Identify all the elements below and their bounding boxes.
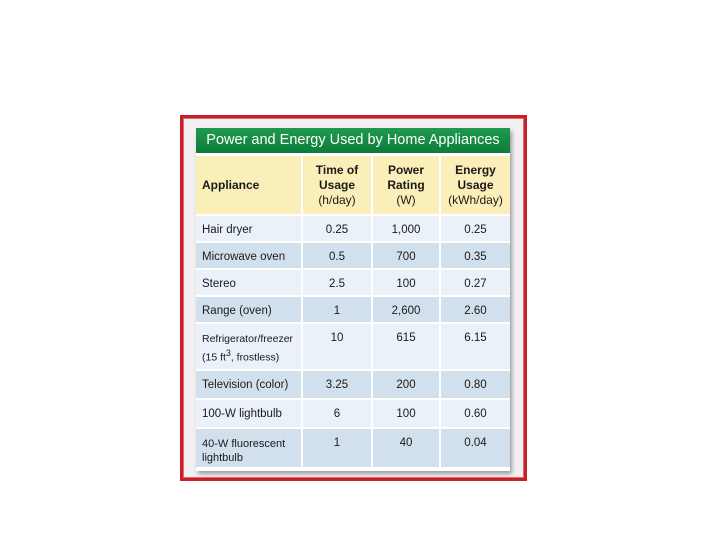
cell-time: 10 — [302, 323, 372, 370]
cell-power: 40 — [372, 428, 440, 467]
header-power-line1: Power — [387, 162, 424, 177]
cell-time: 1 — [302, 428, 372, 467]
cell-energy: 0.80 — [440, 370, 510, 399]
cell-energy: 0.60 — [440, 399, 510, 428]
table-row — [196, 215, 510, 242]
cell-time: 6 — [302, 399, 372, 428]
header-time — [302, 156, 372, 215]
cell-appliance: Television (color) — [196, 370, 302, 399]
cell-appliance: Range (oven) — [196, 296, 302, 323]
table-row — [196, 269, 510, 296]
table-row — [196, 399, 510, 428]
table-row — [196, 242, 510, 269]
cell-appliance-name: Refrigerator/freezer — [202, 333, 294, 345]
cell-energy: 6.15 — [440, 323, 510, 370]
cell-appliance: 100-W lightbulb — [196, 399, 302, 428]
cell-power: 100 — [372, 399, 440, 428]
cell-energy: 0.35 — [440, 242, 510, 269]
cell-energy: 0.25 — [440, 215, 510, 242]
cell-time: 2.5 — [302, 269, 372, 296]
cell-appliance-note-sup: 3 — [225, 348, 231, 358]
figure-frame — [180, 115, 527, 481]
table-row — [196, 323, 510, 370]
header-power-unit: (W) — [396, 192, 416, 207]
table-row — [196, 428, 510, 467]
cell-appliance: Microwave oven — [196, 242, 302, 269]
header-energy-line2: Usage — [457, 177, 494, 192]
cell-appliance — [196, 428, 302, 467]
header-energy-line1: Energy — [455, 162, 496, 177]
header-appliance: Appliance — [196, 156, 302, 215]
cell-power: 2,600 — [372, 296, 440, 323]
cell-power: 200 — [372, 370, 440, 399]
table-row — [196, 296, 510, 323]
header-energy-unit: (kWh/day) — [448, 192, 503, 207]
cell-time: 3.25 — [302, 370, 372, 399]
cell-energy: 0.04 — [440, 428, 510, 467]
header-row — [196, 156, 510, 215]
cell-power: 1,000 — [372, 215, 440, 242]
cell-appliance-note-post: , frostless) — [230, 351, 280, 364]
appliance-table — [196, 156, 510, 467]
appliance-table-panel — [196, 128, 510, 471]
header-time-line2: Usage — [318, 177, 356, 192]
cell-power: 700 — [372, 242, 440, 269]
header-time-unit: (h/day) — [318, 192, 356, 207]
cell-appliance-line2: lightbulb — [202, 452, 243, 464]
cell-appliance-name: 40-W fluorescent — [202, 438, 286, 450]
cell-power: 100 — [372, 269, 440, 296]
cell-appliance-note-pre: (15 ft — [202, 351, 226, 364]
cell-appliance — [196, 323, 302, 370]
header-power-line2: Rating — [387, 177, 425, 192]
header-time-line1: Time of — [315, 162, 359, 177]
cell-time: 0.25 — [302, 215, 372, 242]
cell-energy: 0.27 — [440, 269, 510, 296]
cell-energy: 2.60 — [440, 296, 510, 323]
header-power — [372, 156, 440, 215]
header-energy — [440, 156, 510, 215]
table-row — [196, 370, 510, 399]
cell-time: 0.5 — [302, 242, 372, 269]
cell-time: 1 — [302, 296, 372, 323]
cell-power: 615 — [372, 323, 440, 370]
cell-appliance: Hair dryer — [196, 215, 302, 242]
cell-appliance: Stereo — [196, 269, 302, 296]
table-title: Power and Energy Used by Home Appliances — [196, 128, 510, 156]
